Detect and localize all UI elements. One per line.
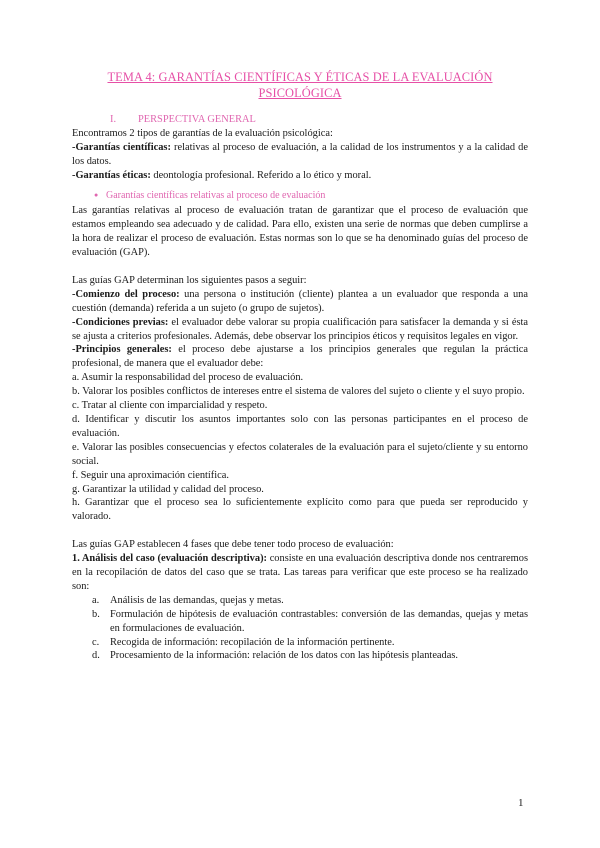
guarantee-scientific (72, 141, 528, 169)
principle-item: e. Valorar las posibles consecuencias y efectos colaterales de la evaluación para el sujeto/cliente y su entorno social. (72, 441, 528, 467)
guarantee-ethical-label: -Garantías éticas: (72, 169, 151, 181)
list-item (92, 594, 528, 608)
principle-item: d. Identificar y discutir los asuntos importantes solo con las personas participantes en el proceso de evaluación. (72, 414, 528, 439)
guarantee-ethical-text: deontología profesional. Referido a lo ético y moral. (150, 169, 372, 181)
blank-line (72, 260, 528, 274)
section-label: PERSPECTIVA GENERAL (138, 114, 256, 125)
step-principios (72, 343, 528, 371)
bullet-icon: ● (94, 190, 99, 199)
list-text: Procesamiento de la información: relación de los datos con las hipótesis planteadas. (110, 650, 458, 662)
section-heading (110, 113, 528, 127)
principle-item: h. Garantizar que el proceso sea lo suficientemente explícito como para que pueda ser reproducido y valorado. (72, 497, 528, 523)
principle-item: c. Tratar al cliente con imparcialidad y respeto. (72, 400, 268, 412)
title-line-1: TEMA 4: GARANTÍAS CIENTÍFICAS Y ÉTICAS DE LA EVALUACIÓN (107, 70, 493, 84)
list-marker: c. (92, 636, 100, 648)
list-item (92, 649, 528, 663)
principle-item: f. Seguir una aproximación científica. (72, 469, 229, 481)
guarantee-ethical (72, 169, 528, 183)
list-text: Análisis de las demandas, quejas y metas. (110, 594, 284, 606)
guarantee-scientific-label: -Garantías científicas: (72, 141, 171, 153)
list-text: Recogida de información: recopilación de la información pertinente. (110, 636, 395, 648)
step-comienzo-label: -Comienzo del proceso: (72, 288, 180, 300)
phase-1-label: 1. Análisis del caso (evaluación descriptiva): (72, 553, 267, 565)
step-comienzo (72, 288, 528, 316)
paragraph-gap-intro: Las garantías relativas al proceso de evaluación tratan de garantizar que el proceso de evaluación que estamos empleando sea adecuado y de calidad. Para ello, existen una serie de normas que deben cumplirse a la hora de realizar el proceso de evaluación. Estas normas son lo que se ha denominado guías del proceso de evaluación (GAP). (72, 205, 528, 259)
list-marker: b. (92, 608, 100, 620)
subsection-heading (94, 189, 528, 203)
phase-1-text: consiste en una evaluación descriptiva donde nos centraremos en la recopilación de datos del caso que se trata. Las tareas para verificar que este proceso se ha realizado son: (72, 553, 528, 592)
list-marker: a. (92, 594, 100, 606)
document-title (72, 70, 528, 101)
guarantee-scientific-text: relativas al proceso de evaluación, a la calidad de los instrumentos y a la calidad de los datos. (72, 141, 528, 167)
section-number: I. (110, 114, 117, 125)
step-condiciones-label: -Condiciones previas: (72, 316, 169, 328)
paragraph-phases: Las guías GAP establecen 4 fases que debe tener todo proceso de evaluación: (72, 539, 394, 551)
subsection-label: Garantías científicas relativas al proceso de evaluación (106, 189, 326, 201)
step-comienzo-text: una persona o institución (cliente) plantea a un evaluador que responda a una cuestión (demanda) referida a un sujeto (o grupo de sujetos). (72, 288, 528, 314)
list-item (92, 608, 528, 636)
principle-item: b. Valorar los posibles conflictos de intereses entre el sistema de valores del sujeto o cliente y el suyo propio. (72, 386, 525, 398)
list-text: Formulación de hipótesis de evaluación contrastables: conversión de las demandas, quejas y metas en formulaciones de evaluación. (110, 608, 528, 634)
step-condiciones (72, 316, 528, 344)
step-condiciones-text: el evaluador debe valorar su propia cualificación para satisfacer la demanda y si ésta se ajusta a criterios profesionales. Además, debe observar los principios éticos y requisitos legales en vigor. (72, 316, 528, 342)
intro-paragraph: Encontramos 2 tipos de garantías de la evaluación psicológica: (72, 127, 333, 139)
principle-item: a. Asumir la responsabilidad del proceso de evaluación. (72, 372, 304, 384)
list-item (92, 636, 528, 650)
step-principios-text: el proceso debe ajustarse a los principios generales que regulan la práctica profesional, de manera que el evaluador debe: (72, 344, 528, 370)
blank-line (72, 524, 528, 538)
title-line-2: PSICOLÓGICA (258, 85, 342, 100)
phase-1 (72, 552, 528, 594)
step-principios-label: -Principios generales: (72, 344, 172, 356)
principle-item: g. Garantizar la utilidad y calidad del proceso. (72, 483, 264, 495)
list-marker: d. (92, 650, 100, 662)
page-number: 1 (518, 797, 524, 809)
paragraph-gap-steps: Las guías GAP determinan los siguientes pasos a seguir: (72, 274, 307, 286)
phase-1-task-list (72, 594, 528, 664)
page-content (72, 70, 528, 663)
